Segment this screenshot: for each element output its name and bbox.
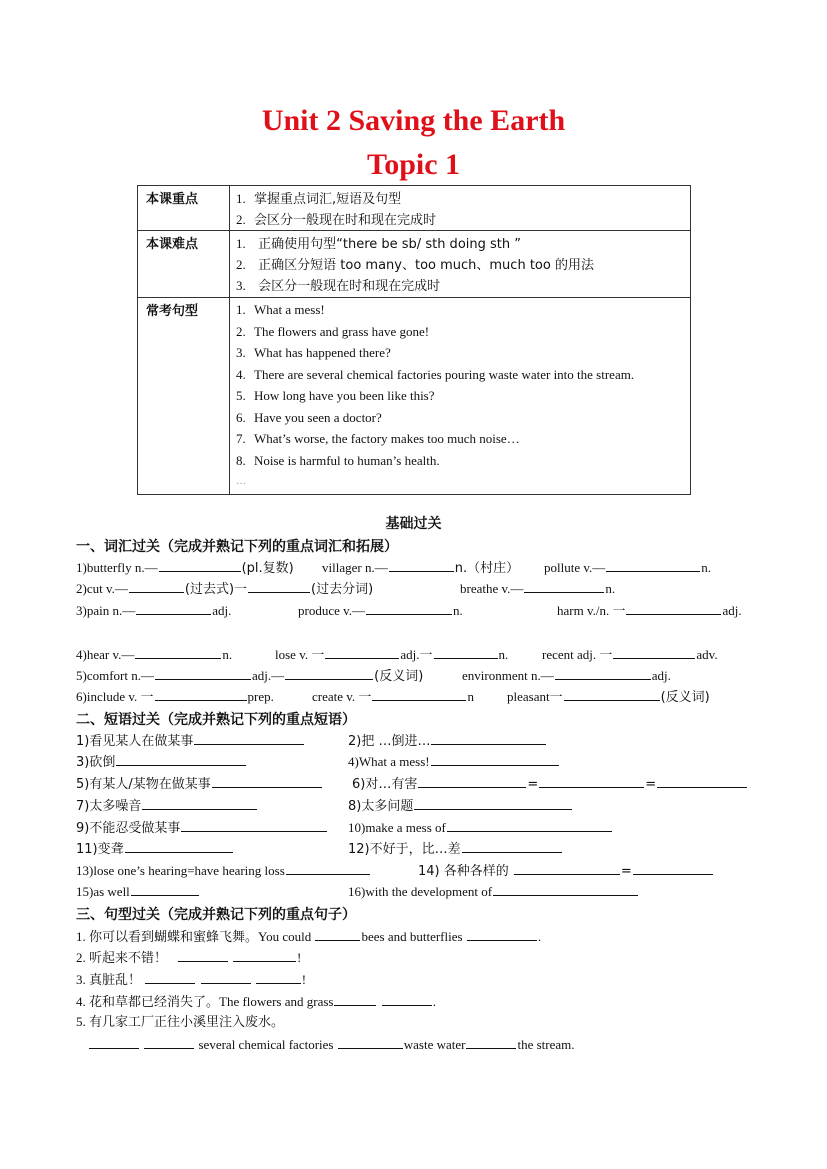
blank-input[interactable]: [201, 969, 251, 984]
blank-input[interactable]: [131, 881, 199, 896]
blank-input[interactable]: [555, 665, 651, 680]
list-item: 正确区分短语 too many、too much、much too 的用法: [258, 258, 594, 273]
blank-input[interactable]: [155, 665, 251, 680]
blank-input[interactable]: [136, 600, 211, 615]
list-item: 正确使用句型“there be sb/ sth doing sth ”: [258, 237, 521, 252]
blank-input[interactable]: [389, 557, 454, 572]
list-item: Have you seen a doctor?: [254, 409, 382, 425]
blank-input[interactable]: [434, 644, 498, 659]
row-label: 常考句型: [138, 298, 230, 495]
list-item: There are several chemical factories pouring waste water into the stream.: [254, 366, 635, 382]
blank-input[interactable]: [212, 773, 322, 788]
document-title: Unit 2 Saving the Earth: [261, 104, 566, 137]
list-item: 会区分一般现在时和现在完成时: [258, 279, 441, 294]
blank-input[interactable]: [334, 991, 376, 1006]
summary-table: [137, 185, 691, 495]
list-item: 会区分一般现在时和现在完成时: [254, 213, 437, 228]
list-item: What a mess!: [254, 302, 325, 317]
list-item: The flowers and grass have gone!: [254, 323, 430, 339]
blank-input[interactable]: [89, 1034, 139, 1049]
table-row: 本课重点 1. 掌握重点词汇,短语及句型 2. 会区分一般现在时和现在完成时: [138, 186, 691, 231]
list-item: 掌握重点词汇,短语及句型: [254, 192, 402, 207]
blank-input[interactable]: [285, 665, 373, 680]
blank-input[interactable]: [135, 644, 221, 659]
list-item: Noise is harmful to human’s health.: [254, 452, 440, 468]
blank-input[interactable]: [382, 991, 432, 1006]
blank-input[interactable]: [564, 686, 660, 701]
row-label: 本课难点: [138, 231, 230, 298]
blank-input[interactable]: [657, 773, 747, 788]
blank-input[interactable]: [613, 644, 695, 659]
blank-input[interactable]: [159, 557, 241, 572]
blank-input[interactable]: [418, 773, 526, 788]
blank-input[interactable]: [325, 644, 399, 659]
blank-input[interactable]: [462, 838, 562, 853]
blank-input[interactable]: [116, 751, 246, 766]
ellipsis: …: [236, 476, 246, 487]
blank-input[interactable]: [194, 730, 304, 745]
blank-input[interactable]: [524, 578, 604, 593]
blank-input[interactable]: [467, 926, 537, 941]
blank-input[interactable]: [626, 600, 721, 615]
blank-input[interactable]: [129, 578, 184, 593]
row-label: 本课重点: [138, 186, 230, 231]
blank-input[interactable]: [155, 686, 247, 701]
blank-input[interactable]: [366, 600, 452, 615]
blank-input[interactable]: [145, 969, 195, 984]
blank-input[interactable]: [286, 860, 370, 875]
blank-input[interactable]: [431, 751, 559, 766]
sentences-heading: 三、句型过关（完成并熟记下列的重点句子）: [76, 907, 356, 923]
blank-input[interactable]: [144, 1034, 194, 1049]
list-item: What’s worse, the factory makes too much noise…: [254, 431, 520, 446]
blank-input[interactable]: [181, 817, 327, 832]
phrases-heading: 二、短语过关（完成并熟记下列的重点短语）: [76, 712, 356, 728]
table-row: 常考句型 1. What a mess! 2. The flowers and grass have gone! 3. What has happened there? 4. There are several chemical factories pouring waste water into the stream. 5. How long have you been like this? 6. Have you seen a doctor? 7. What’s worse, the factory makes too much noise… 8. Noise is harmful to human’s health. …: [138, 298, 691, 495]
blank-input[interactable]: [539, 773, 644, 788]
blank-input[interactable]: [466, 1034, 516, 1049]
blank-input[interactable]: [142, 795, 257, 810]
table-row: 本课难点 1. 正确使用句型“there be sb/ sth doing sth ” 2. 正确区分短语 too many、too much、much too 的用法 3. 会区分一般现在时和现在完成时: [138, 231, 691, 298]
section-title: 基础过关: [385, 516, 442, 532]
blank-input[interactable]: [514, 860, 620, 875]
blank-input[interactable]: [338, 1034, 403, 1049]
blank-input[interactable]: [606, 557, 700, 572]
document-subtitle: Topic 1: [366, 148, 461, 181]
blank-input[interactable]: [431, 730, 546, 745]
list-item: How long have you been like this?: [254, 388, 435, 403]
blank-input[interactable]: [248, 578, 310, 593]
vocab-heading: 一、词汇过关（完成并熟记下列的重点词汇和拓展）: [76, 539, 398, 555]
blank-input[interactable]: [256, 969, 301, 984]
blank-input[interactable]: [633, 860, 713, 875]
blank-input[interactable]: [493, 881, 638, 896]
blank-input[interactable]: [233, 947, 296, 962]
blank-input[interactable]: [125, 838, 233, 853]
blank-input[interactable]: [315, 926, 360, 941]
list-item: What has happened there?: [254, 345, 391, 360]
blank-input[interactable]: [178, 947, 228, 962]
blank-input[interactable]: [447, 817, 612, 832]
blank-input[interactable]: [414, 795, 572, 810]
blank-input[interactable]: [372, 686, 466, 701]
